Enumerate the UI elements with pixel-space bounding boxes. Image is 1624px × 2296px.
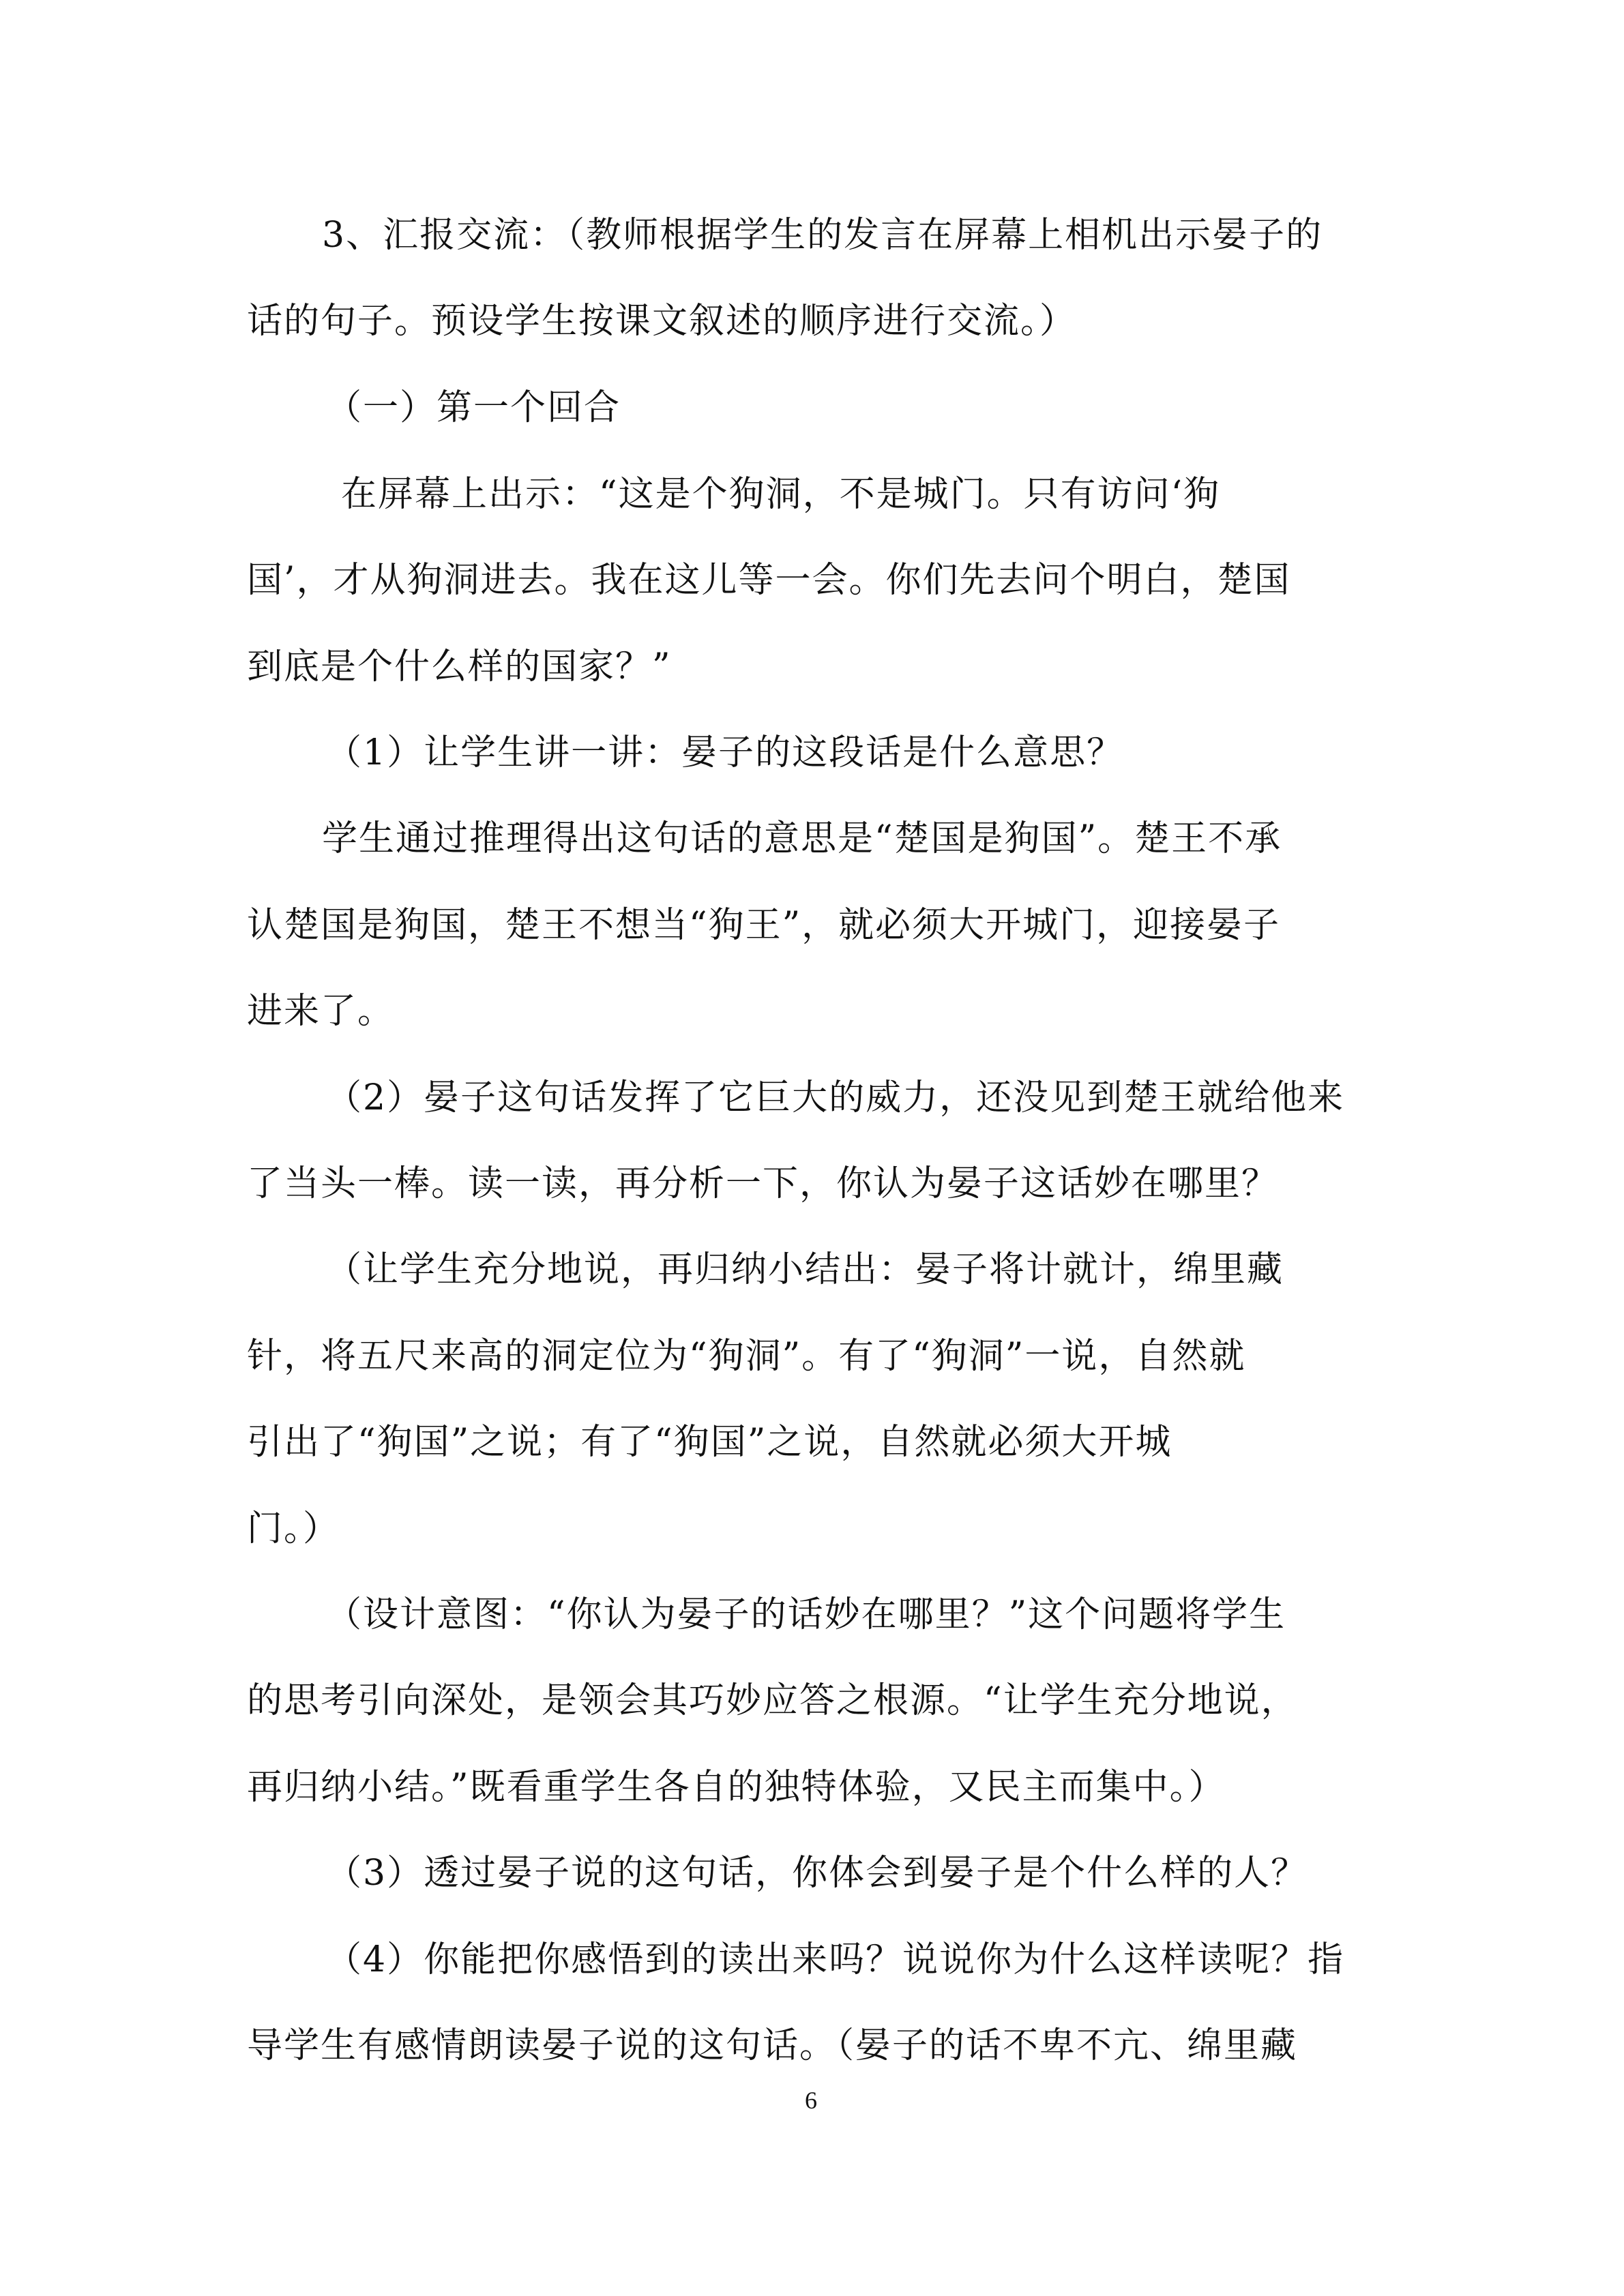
section-heading: （一）第一个回合	[326, 387, 621, 428]
text-line: （3）透过晏子说的这句话，你体会到晏子是个什么样的人？	[326, 1853, 1308, 1894]
text-line: 导学生有感情朗读晏子说的这句话。（晏子的话不卑不亢、绵里藏	[247, 2025, 1298, 2066]
text-line: 门。）	[247, 1508, 340, 1549]
text-line: 话的句子。预设学生按课文叙述的顺序进行交流。）	[247, 301, 1077, 342]
text-line: （1）让学生讲一讲：晏子的这段话是什么意思？	[326, 732, 1124, 773]
text-line: 在屏幕上出示：“这是个狗洞，不是城门。只有访问‘狗	[341, 474, 1221, 515]
text-line: （4）你能把你感悟到的读出来吗？说说你为什么这样读呢？指	[326, 1939, 1345, 1980]
text-line: 的思考引向深处，是领会其巧妙应答之根源。“让学生充分地说，	[247, 1680, 1298, 1721]
text-line: （2）晏子这句话发挥了它巨大的威力，还没见到楚王就给他来	[326, 1077, 1345, 1118]
page-number: 6	[805, 2087, 817, 2114]
text-line: 引出了“狗国”之说；有了“狗国”之说，自然就必须大开城	[247, 1422, 1172, 1463]
text-line: 国’，才从狗洞进去。我在这儿等一会。你们先去问个明白，楚国	[247, 560, 1291, 601]
text-line: 了当头一棒。读一读，再分析一下，你认为晏子这话妙在哪里？	[247, 1163, 1279, 1204]
text-line: （设计意图：“你认为晏子的话妙在哪里？”这个问题将学生	[326, 1594, 1286, 1635]
text-line: 进来了。	[247, 991, 395, 1032]
text-line: 再归纳小结。”既看重学生各自的独特体验，又民主而集中。）	[247, 1767, 1226, 1808]
text-line: 学生通过推理得出这句话的意思是“楚国是狗国”。楚王不承	[322, 818, 1282, 859]
text-line: 3、汇报交流：（教师根据学生的发言在屏幕上相机出示晏子的	[322, 215, 1323, 256]
text-line: （让学生充分地说，再归纳小结出：晏子将计就计，绵里藏	[326, 1249, 1284, 1290]
text-line: 到底是个什么样的国家？”	[247, 646, 672, 687]
text-line: 针，将五尺来高的洞定位为“狗洞”。有了“狗洞”一说，自然就	[247, 1336, 1246, 1377]
text-line: 认楚国是狗国，楚王不想当“狗王”，就必须大开城门，迎接晏子	[247, 905, 1281, 946]
